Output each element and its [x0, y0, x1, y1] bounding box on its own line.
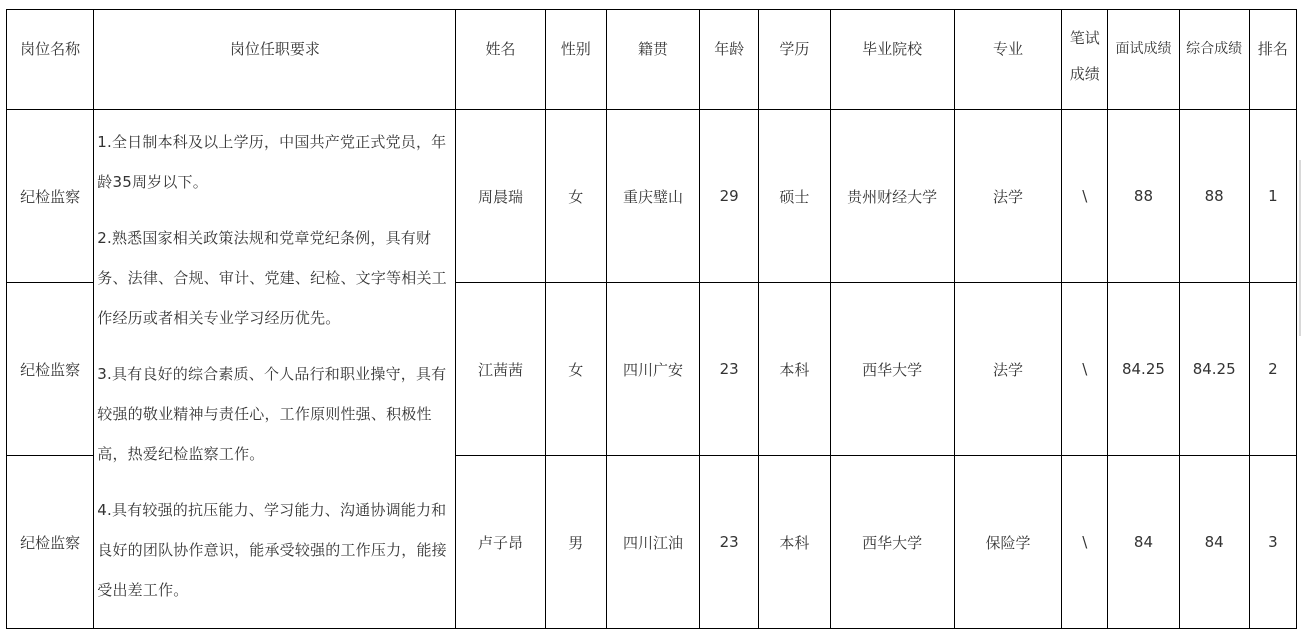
cell-position: 纪检监察: [7, 283, 94, 456]
cell-age: 23: [700, 283, 759, 456]
cell-school: 西华大学: [830, 456, 954, 629]
scrollbar-track[interactable]: [1299, 160, 1301, 336]
header-total: 综合成绩: [1179, 10, 1249, 110]
header-interview: 面试成绩: [1108, 10, 1179, 110]
cell-rank: 1: [1249, 110, 1296, 283]
requirement-item: 2.熟悉国家相关政策法规和党章党纪条例，具有财务、法律、合规、审计、党建、纪检、文字等相关工作经历或者相关专业学习经历优先。: [97, 229, 447, 327]
header-written-line2: 成绩: [1069, 65, 1100, 83]
cell-origin: 重庆璧山: [606, 110, 699, 283]
cell-written: \: [1062, 456, 1108, 629]
header-requirements: 岗位任职要求: [94, 10, 456, 110]
cell-education: 本科: [759, 456, 830, 629]
header-education: 学历: [759, 10, 830, 110]
cell-interview: 84.25: [1108, 283, 1179, 456]
cell-position: 纪检监察: [7, 456, 94, 629]
cell-written: \: [1062, 110, 1108, 283]
header-age: 年龄: [700, 10, 759, 110]
header-rank: 排名: [1249, 10, 1296, 110]
requirement-item: 3.具有良好的综合素质、个人品行和职业操守，具有较强的敬业精神与责任心，工作原则性强、积极性高，热爱纪检监察工作。: [97, 365, 447, 463]
header-name: 姓名: [456, 10, 545, 110]
cell-major: 法学: [954, 283, 1061, 456]
cell-gender: 女: [545, 283, 606, 456]
header-gender: 性别: [545, 10, 606, 110]
requirement-item: 4.具有较强的抗压能力、学习能力、沟通协调能力和良好的团队协作意识，能承受较强的工作压力，能接受出差工作。: [97, 501, 447, 599]
cell-rank: 3: [1249, 456, 1296, 629]
cell-requirements: [94, 110, 456, 629]
cell-gender: 男: [545, 456, 606, 629]
cell-name: 卢子昂: [456, 456, 545, 629]
cell-major: 法学: [954, 110, 1061, 283]
cell-school: 贵州财经大学: [830, 110, 954, 283]
cell-education: 硕士: [759, 110, 830, 283]
cell-name: 周晨瑞: [456, 110, 545, 283]
header-position: 岗位名称: [7, 10, 94, 110]
cell-rank: 2: [1249, 283, 1296, 456]
header-row: [7, 10, 1297, 110]
cell-age: 23: [700, 456, 759, 629]
cell-total: 84: [1179, 456, 1249, 629]
cell-origin: 四川广安: [606, 283, 699, 456]
cell-total: 84.25: [1179, 283, 1249, 456]
cell-name: 江茜茜: [456, 283, 545, 456]
cell-major: 保险学: [954, 456, 1061, 629]
cell-origin: 四川江油: [606, 456, 699, 629]
header-written-line1: 笔试: [1069, 29, 1100, 47]
header-school: 毕业院校: [830, 10, 954, 110]
cell-interview: 84: [1108, 456, 1179, 629]
cell-total: 88: [1179, 110, 1249, 283]
cell-gender: 女: [545, 110, 606, 283]
cell-written: \: [1062, 283, 1108, 456]
header-written: [1062, 10, 1108, 110]
cell-age: 29: [700, 110, 759, 283]
requirement-item: 1.全日制本科及以上学历，中国共产党正式党员，年龄35周岁以下。: [97, 133, 447, 191]
cell-education: 本科: [759, 283, 830, 456]
cell-interview: 88: [1108, 110, 1179, 283]
results-table: [6, 9, 1297, 629]
cell-school: 西华大学: [830, 283, 954, 456]
header-major: 专业: [954, 10, 1061, 110]
table-row: [7, 110, 1297, 283]
cell-position: 纪检监察: [7, 110, 94, 283]
header-origin: 籍贯: [606, 10, 699, 110]
